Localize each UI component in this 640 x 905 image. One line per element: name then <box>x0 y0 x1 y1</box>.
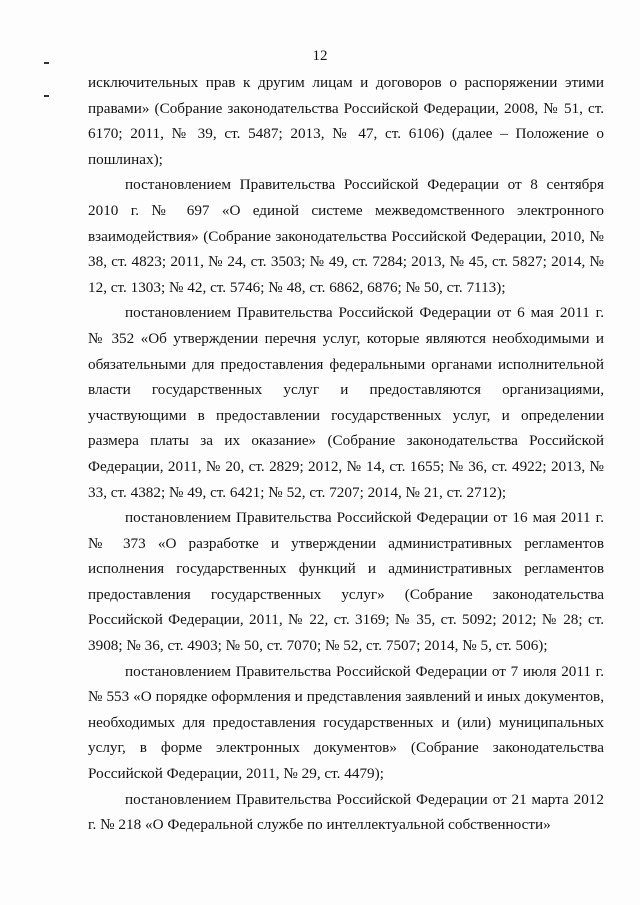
paragraph-resolution-373: постановлением Правительства Российской Федерации от 16 мая 2011 г. № 373 «О разработке и утверждении административных регламентов исполнения государственных функций и административных регламентов предоставления государственных услуг» (Собрание законодательства Российской Федерации, 2011, № 22, ст. 3169; № 35, ст. 5092; 2012; № 28; ст. 3908; № 36, ст. 4903; № 50, ст. 7070; № 52, ст. 7507; 2014, № 5, ст. 506); <box>88 509 604 655</box>
page-number: 12 <box>312 48 328 64</box>
document-body <box>88 70 604 838</box>
paragraph-resolution-218: постановлением Правительства Российской Федерации от 21 марта 2012 г. № 218 «О Федеральной службе по интеллектуальной собственности» <box>88 790 604 834</box>
paragraph-resolution-352: постановлением Правительства Российской Федерации от 6 мая 2011 г. № 352 «Об утверждении перечня услуг, которые являются необходимыми и обязательными для предоставления федеральными органами исполнительной власти государственных услуг и предоставляются организациями, участвующими в предоставлении государственных услуг, и определении размера платы за их оказание» (Собрание законодательства Российской Федерации, 2011, № 20, ст. 2829; 2012, № 14, ст. 1655; № 36, ст. 4922; 2013, № 33, ст. 4382; № 49, ст. 6421; № 52, ст. 7207; 2014, № 21, ст. 2712); <box>88 304 604 501</box>
paragraph-resolution-553: постановлением Правительства Российской Федерации от 7 июля 2011 г. № 553 «О порядке оформления и представления заявлений и иных документов, необходимых для предоставления государственных и (или) муниципальных услуг, в форме электронных документов» (Собрание законодательства Российской Федерации, 2011, № 29, ст. 4479); <box>88 662 604 783</box>
paragraph-continuation: исключительных прав к другим лицам и договоров о распоряжении этими правами» (Собрание законодательства Российской Федерации, 2008, № 51, ст. 6170; 2011, № 39, ст. 5487; 2013, № 47, ст. 6106) (далее – Положение о пошлинах); <box>88 74 604 168</box>
paragraph-resolution-697: постановлением Правительства Российской Федерации от 8 сентября 2010 г. № 697 «О единой системе межведомственного электронного взаимодействия» (Собрание законодательства Российской Федерации, 2010, № 38, ст. 4823; 2011, № 24, ст. 3503; № 49, ст. 7284; 2013, № 45, ст. 5827; 2014, № 12, ст. 1303; № 42, ст. 5746; № 48, ст. 6862, 6876; № 50, ст. 7113); <box>88 176 604 296</box>
scan-mark <box>44 95 49 97</box>
